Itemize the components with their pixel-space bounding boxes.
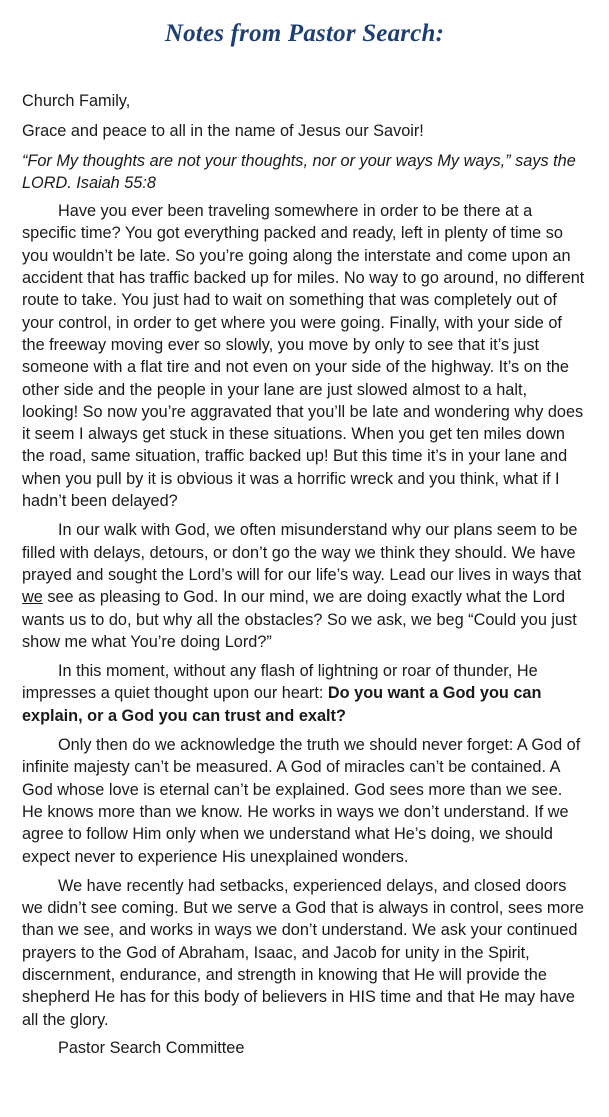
greeting: Grace and peace to all in the name of Jesus our Savoir!	[22, 122, 424, 141]
paragraph-quiet-thought	[22, 660, 587, 727]
paragraph-text: In this moment, without any flash of lightning or roar of thunder, He impresses a quiet thought upon our heart:	[22, 662, 538, 703]
paragraph-traveling: Have you ever been traveling somewhere in order to be there at a specific time? You got everything packed and ready, left in plenty of time so you wouldn’t be late. So you’re going along the interstate and come upon an accident that has traffic backed up for miles. No way to go around, no different route to take. You just had to wait on something that was completely out of your control, in order to get where you were going. Finally, with your side of the freeway moving ever so slowly, you move by only to see that it’s just someone with a flat tire and not even on your side of the highway. It’s on the other side and the people in your lane are just slowed almost to a halt, looking! So now you’re aggravated that you’ll be late and wondering why does it seem I always get stuck in these situations. When you get ten miles down the road, same situation, traffic backed up! But this time it’s in your lane and when you pull by it is obvious it was a horrific wreck and you think, what if I hadn’t been delayed?	[22, 202, 585, 511]
paragraph-setbacks: We have recently had setbacks, experienced delays, and closed doors we didn’t see coming. But we serve a God that is always in control, sees more than we see, and works in ways we don’t understand. We ask your continued prayers to the God of Abraham, Isaac, and Jacob for unity in the Spirit, discernment, endurance, and strength in knowing that He will provide the shepherd He has for this body of believers in HIS time and that He may have all the glory.	[22, 876, 584, 1029]
underlined-word: we	[22, 588, 43, 607]
signature: Pastor Search Committee	[58, 1038, 245, 1057]
scripture-verse: “For My thoughts are not your thoughts, nor or your ways My ways,” says the LORD. Isaiah 55:8	[22, 151, 576, 192]
paragraph-acknowledge-truth: Only then do we acknowledge the truth we should never forget: A God of infinite majesty can’t be measured. A God of miracles can’t be contained. A God whose love is eternal can’t be explained. God sees more than we see. He knows more than we know. He works in ways we don’t understand. If we agree to follow Him only when we understand what He’s doing, we should expect never to experience His unexplained wonders.	[22, 736, 581, 866]
paragraph-text: see as pleasing to God. In our mind, we are doing exactly what the Lord wants us to do, but why all the obstacles? So we ask, we beg “Could you just show me what You’re doing Lord?”	[22, 588, 577, 651]
bold-question: Do you want a God you can explain, or a God you can trust and exalt?	[22, 684, 542, 725]
paragraph-walk-with-god	[22, 519, 587, 653]
paragraph-text: In our walk with God, we often misunderstand why our plans seem to be filled with delays, detours, or don’t go the way we think they should. We have prayed and sought the Lord’s will for our life’s way. Lead our lives in ways that	[22, 521, 582, 584]
salutation: Church Family,	[22, 92, 131, 110]
page-title: Notes from Pastor Search:	[164, 20, 445, 47]
